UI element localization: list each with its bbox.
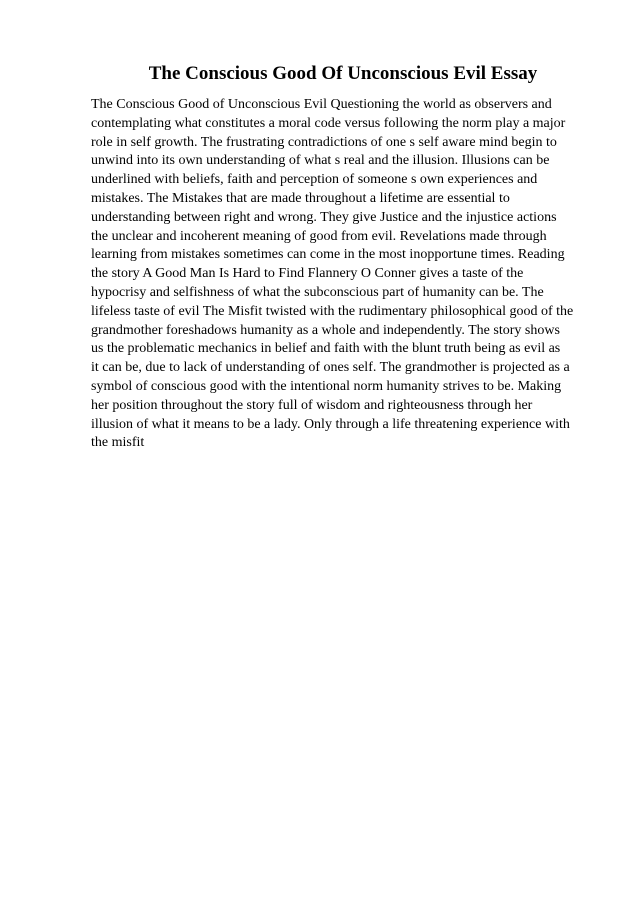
body-line: mistakes. The Mistakes that are made throughout a lifetime are essential to — [91, 190, 510, 206]
body-line: the misfit — [91, 435, 145, 451]
body-line: unwind into its own understanding of what s real and the illusion. Illusions can be — [91, 153, 550, 169]
body-line: role in self growth. The frustrating contradictions of one s self aware mind begin to — [91, 134, 557, 150]
body-line: her position throughout the story full of wisdom and righteousness through her — [91, 397, 533, 413]
body-line: us the problematic mechanics in belief and faith with the blunt truth being as evil as — [91, 341, 561, 357]
body-line: underlined with beliefs, faith and perception of someone s own experiences and — [91, 172, 538, 188]
essay-body — [91, 96, 601, 453]
body-line: the unclear and incoherent meaning of good from evil. Revelations made through — [91, 228, 547, 244]
body-line: it can be, due to lack of understanding of ones self. The grandmother is projected as a — [91, 360, 570, 376]
body-line: learning from mistakes sometimes can come in the most inopportune times. Reading — [91, 247, 565, 263]
body-line: hypocrisy and selfishness of what the subconscious part of humanity can be. The — [91, 284, 544, 300]
body-line: symbol of conscious good with the intentional norm humanity strives to be. Making — [91, 378, 562, 394]
body-line: The Conscious Good of Unconscious Evil Questioning the world as observers and — [91, 97, 552, 112]
document-title: The Conscious Good Of Unconscious Evil Essay — [148, 63, 538, 84]
body-line: the story A Good Man Is Hard to Find Flannery O Conner gives a taste of the — [91, 266, 524, 282]
body-line: lifeless taste of evil The Misfit twisted with the rudimentary philosophical good of the — [91, 303, 574, 319]
body-line: grandmother foreshadows humanity as a whole and independently. The story shows — [91, 322, 560, 338]
body-line: contemplating what constitutes a moral code versus following the norm play a major — [91, 115, 566, 131]
body-line: illusion of what it means to be a lady. Only through a life threatening experience with — [91, 416, 570, 432]
body-line: understanding between right and wrong. They give Justice and the injustice actions — [91, 209, 557, 225]
